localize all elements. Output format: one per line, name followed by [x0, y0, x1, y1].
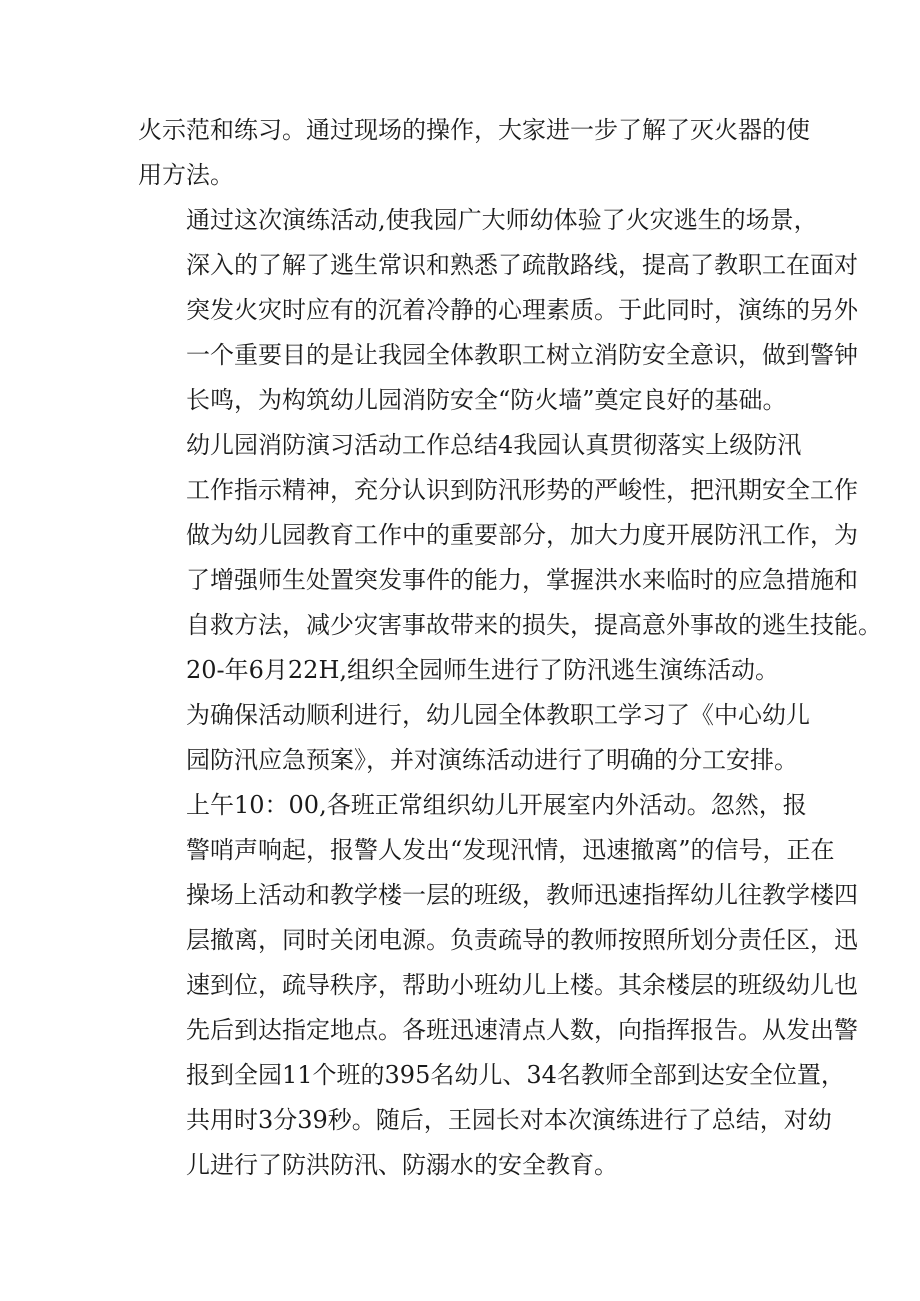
text-line: 做为幼儿园教育工作中的重要部分，加大力度开展防汛工作，为	[186, 521, 858, 549]
text-line: 通过这次演练活动,使我园广大师幼体验了火灾逃生的场景，	[186, 206, 818, 234]
paragraph-drill-summary	[138, 198, 858, 423]
text-line: 速到位，疏导秩序，帮助小班幼儿上楼。其余楼层的班级幼儿也	[186, 971, 858, 999]
text-line: 深入的了解了逃生常识和熟悉了疏散路线，提高了教职工在面对	[186, 251, 858, 279]
text-line: 操场上活动和教学楼一层的班级，教师迅速指挥幼儿往教学楼四	[186, 881, 858, 909]
text-line: 先后到达指定地点。各班迅速清点人数，向指挥报告。从发出警	[186, 1016, 858, 1044]
text-line: 幼儿园消防演习活动工作总结4我园认真贯彻落实上级防汛	[186, 431, 802, 459]
text-line: 一个重要目的是让我园全体教职工树立消防安全意识，做到警钟	[186, 341, 858, 369]
text-line: 为确保活动顺利进行，幼儿园全体教职工学习了《中心幼儿	[186, 701, 810, 729]
text-line: 了增强师生处置突发事件的能力，掌握洪水来临时的应急措施和	[186, 566, 858, 594]
text-line: 火示范和练习。通过现场的操作，大家进一步了解了灭火器的使	[138, 116, 810, 144]
text-line: 儿进行了防洪防汛、防溺水的安全教育。	[186, 1151, 618, 1179]
text-line: 长鸣，为构筑幼儿园消防安全“防火墙”奠定良好的基础。	[186, 386, 787, 414]
paragraph-drill-process	[138, 783, 858, 1188]
text-line: 上午10：00,各班正常组织幼儿开展室内外活动。忽然，报	[186, 791, 807, 819]
text-line: 突发火灾时应有的沉着冷静的心理素质。于此同时，演练的另外	[186, 296, 858, 324]
text-line: 警哨声响起，报警人发出“发现汛情，迅速撤离”的信号，正在	[186, 836, 835, 864]
text-line: 自救方法，减少灾害事故带来的损失，提高意外事故的逃生技能。	[186, 611, 882, 639]
text-line: 报到全园11个班的395名幼儿、34名教师全部到达安全位置，	[186, 1061, 845, 1089]
text-line: 共用时3分39秒。随后，王园长对本次演练进行了总结，对幼	[186, 1106, 832, 1134]
text-line: 园防汛应急预案》，并对演练活动进行了明确的分工安排。	[186, 746, 798, 774]
paragraph-fire-drill-end	[138, 108, 810, 198]
text-line: 工作指示精神，充分认识到防汛形势的严峻性，把汛期安全工作	[186, 476, 858, 504]
paragraph-preparation	[138, 693, 810, 783]
text-line: 层撤离，同时关闭电源。负责疏导的教师按照所划分责任区，迅	[186, 926, 858, 954]
text-line: 20-年6月22H,组织全园师生进行了防汛逃生演练活动。	[186, 656, 780, 684]
paragraph-flood-summary-intro	[138, 423, 882, 693]
text-line: 用方法。	[138, 161, 234, 189]
document-body	[138, 108, 882, 1188]
